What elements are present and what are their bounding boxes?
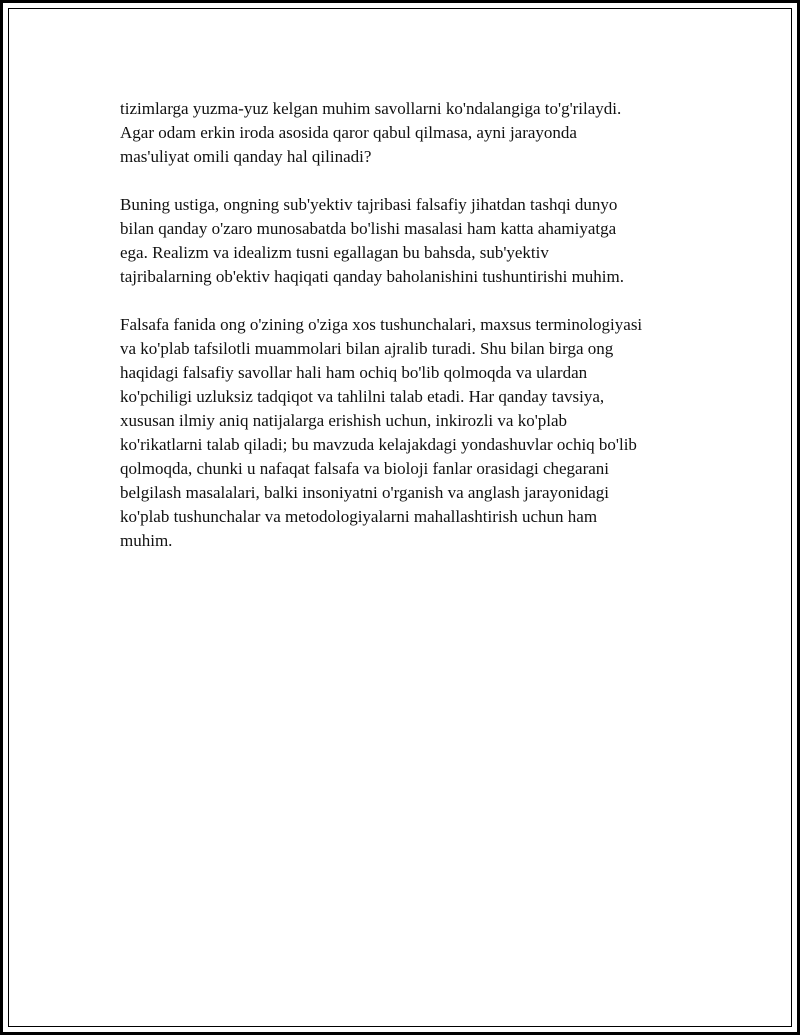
document-body bbox=[120, 97, 700, 577]
paragraph-3: Falsafa fanida ong o'zining o'ziga xos tushunchalari, maxsus terminologiyasi va ko'plab tafsilotli muammolari bilan ajralib turadi. Shu bilan birga ong haqidagi falsafiy savollar hali ham ochiq bo'lib qolmoqda va ulardan ko'pchiligi uzluksiz tadqiqot va tahlilni talab etadi. Har qanday tavsiya, xususan ilmiy aniq natijalarga erishish uchun, inkirozli va ko'plab ko'rikatlarni talab qiladi; bu mavzuda kelajakdagi yondashuvlar ochiq bo'lib qolmoqda, chunki u nafaqat falsafa va bioloji fanlar orasidagi chegarani belgilash masalalari, balki insoniyatni o'rganish va anglash jarayonidagi ko'plab tushunchalar va metodologiyalarni mahallashtirish uchun ham muhim. bbox=[120, 315, 643, 550]
paragraph-1: tizimlarga yuzma-yuz kelgan muhim savollarni ko'ndalangiga to'g'rilaydi. Agar odam erkin iroda asosida qaror qabul qilmasa, ayni jarayonda mas'uliyat omili qanday hal qilinadi? bbox=[120, 99, 622, 166]
paragraph-2: Buning ustiga, ongning sub'yektiv tajribasi falsafiy jihatdan tashqi dunyo bilan qanday o'zaro munosabatda bo'lishi masalasi ham katta ahamiyatga ega. Realizm va idealizm tusni egallagan bu bahsda, sub'yektiv tajribalarning ob'ektiv haqiqati qanday baholanishini tushuntirishi muhim. bbox=[120, 195, 625, 286]
